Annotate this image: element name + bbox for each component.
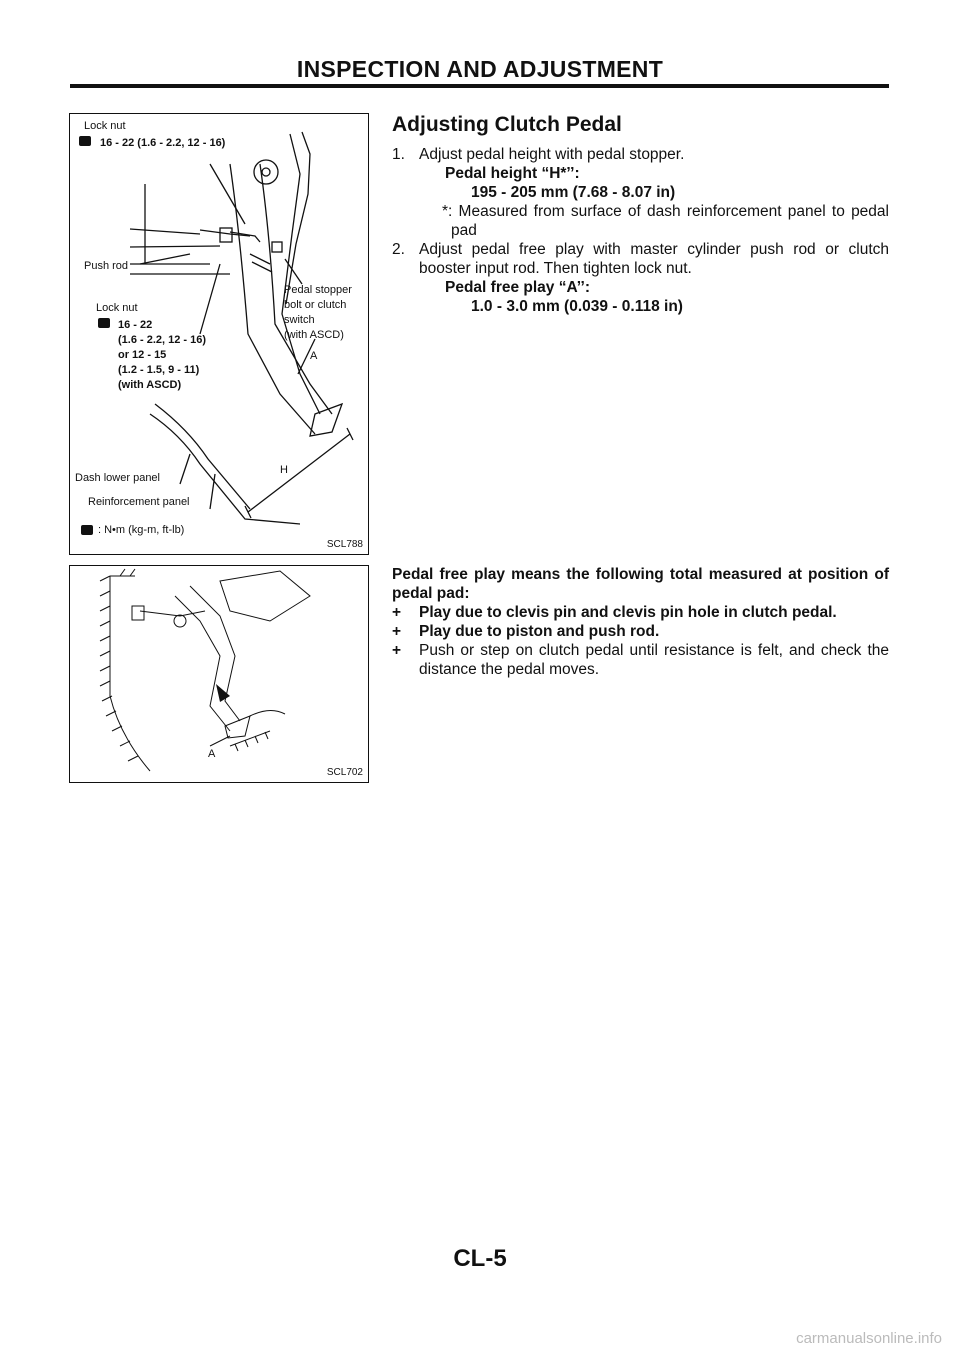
- bullet-mark: +: [392, 604, 402, 621]
- label-reinforcement-panel: Reinforcement panel: [88, 496, 190, 508]
- label-pedal-stopper-4: (with ASCD): [284, 329, 344, 341]
- label-dash-lower-panel: Dash lower panel: [75, 472, 160, 484]
- free-play-value: 1.0 - 3.0 mm (0.039 - 0.118 in): [471, 298, 683, 315]
- step-2: [392, 240, 889, 278]
- figure-code: SCL702: [326, 767, 363, 778]
- header-rule: [70, 84, 889, 88]
- label-lock-nut-mid: Lock nut: [96, 302, 138, 314]
- label-pedal-stopper-3: switch: [284, 314, 315, 326]
- bullet-text: Play due to piston and push rod.: [419, 623, 660, 640]
- pedal-height-label: Pedal height “H*’’:: [445, 165, 580, 182]
- free-play-diagram: [70, 566, 367, 781]
- bullet-mark: +: [392, 623, 402, 640]
- free-play-explanation: [392, 565, 889, 679]
- measurement-note: *: Measured from surface of dash reinforcement panel to pedal pad: [442, 203, 889, 239]
- clutch-pedal-adjustment-figure: [69, 113, 369, 555]
- bullet-text: Push or step on clutch pedal until resistance is felt, and check the distance the pedal moves.: [419, 642, 889, 678]
- label-push-rod: Push rod: [84, 260, 129, 272]
- free-play-intro: Pedal free play means the following total measured at position of pedal pad:: [392, 566, 889, 602]
- label-torque-mid-3: or 12 - 15: [118, 349, 167, 361]
- bullet-item: [392, 641, 889, 679]
- section-heading: Adjusting Clutch Pedal: [392, 113, 622, 136]
- step-number: 1.: [392, 146, 405, 163]
- label-torque-mid-2: (1.6 - 2.2, 12 - 16): [118, 334, 207, 346]
- figure-code: SCL788: [326, 539, 363, 550]
- adjustment-steps: [392, 145, 889, 316]
- page-header-title: INSPECTION AND ADJUSTMENT: [296, 56, 664, 82]
- bullet-item: [392, 603, 889, 622]
- label-lock-nut-top: Lock nut: [84, 120, 126, 132]
- label-torque-mid-5: (with ASCD): [118, 379, 182, 391]
- label-pedal-stopper-2: bolt or clutch: [284, 299, 347, 311]
- bullet-item: [392, 622, 889, 641]
- step-text: Adjust pedal free play with master cylinder push rod or clutch booster input rod. Then tighten lock nut.: [419, 241, 889, 277]
- page-number: CL-5: [453, 1245, 507, 1272]
- step-1: [392, 145, 889, 164]
- bullet-text: Play due to clevis pin and clevis pin hole in clutch pedal.: [419, 604, 837, 621]
- free-play-label: Pedal free play “A’’:: [445, 279, 591, 296]
- label-torque-units: : N•m (kg-m, ft-lb): [98, 524, 185, 536]
- step-number: 2.: [392, 241, 405, 258]
- label-pedal-stopper-1: Pedal stopper: [284, 284, 352, 296]
- label-h-dimension: H: [280, 464, 288, 476]
- step-text: Adjust pedal height with pedal stopper.: [419, 146, 685, 163]
- watermark: carmanualsonline.info: [796, 1330, 942, 1347]
- label-a-dimension: A: [310, 350, 318, 362]
- label-a-free-play: A: [208, 748, 216, 760]
- pedal-free-play-figure: [69, 565, 369, 783]
- pedal-height-value: 195 - 205 mm (7.68 - 8.07 in): [471, 184, 676, 201]
- label-torque-mid-1: 16 - 22: [118, 319, 153, 331]
- label-torque-top: 16 - 22 (1.6 - 2.2, 12 - 16): [100, 137, 226, 149]
- label-torque-mid-4: (1.2 - 1.5, 9 - 11): [118, 364, 200, 376]
- bullet-mark: +: [392, 642, 402, 659]
